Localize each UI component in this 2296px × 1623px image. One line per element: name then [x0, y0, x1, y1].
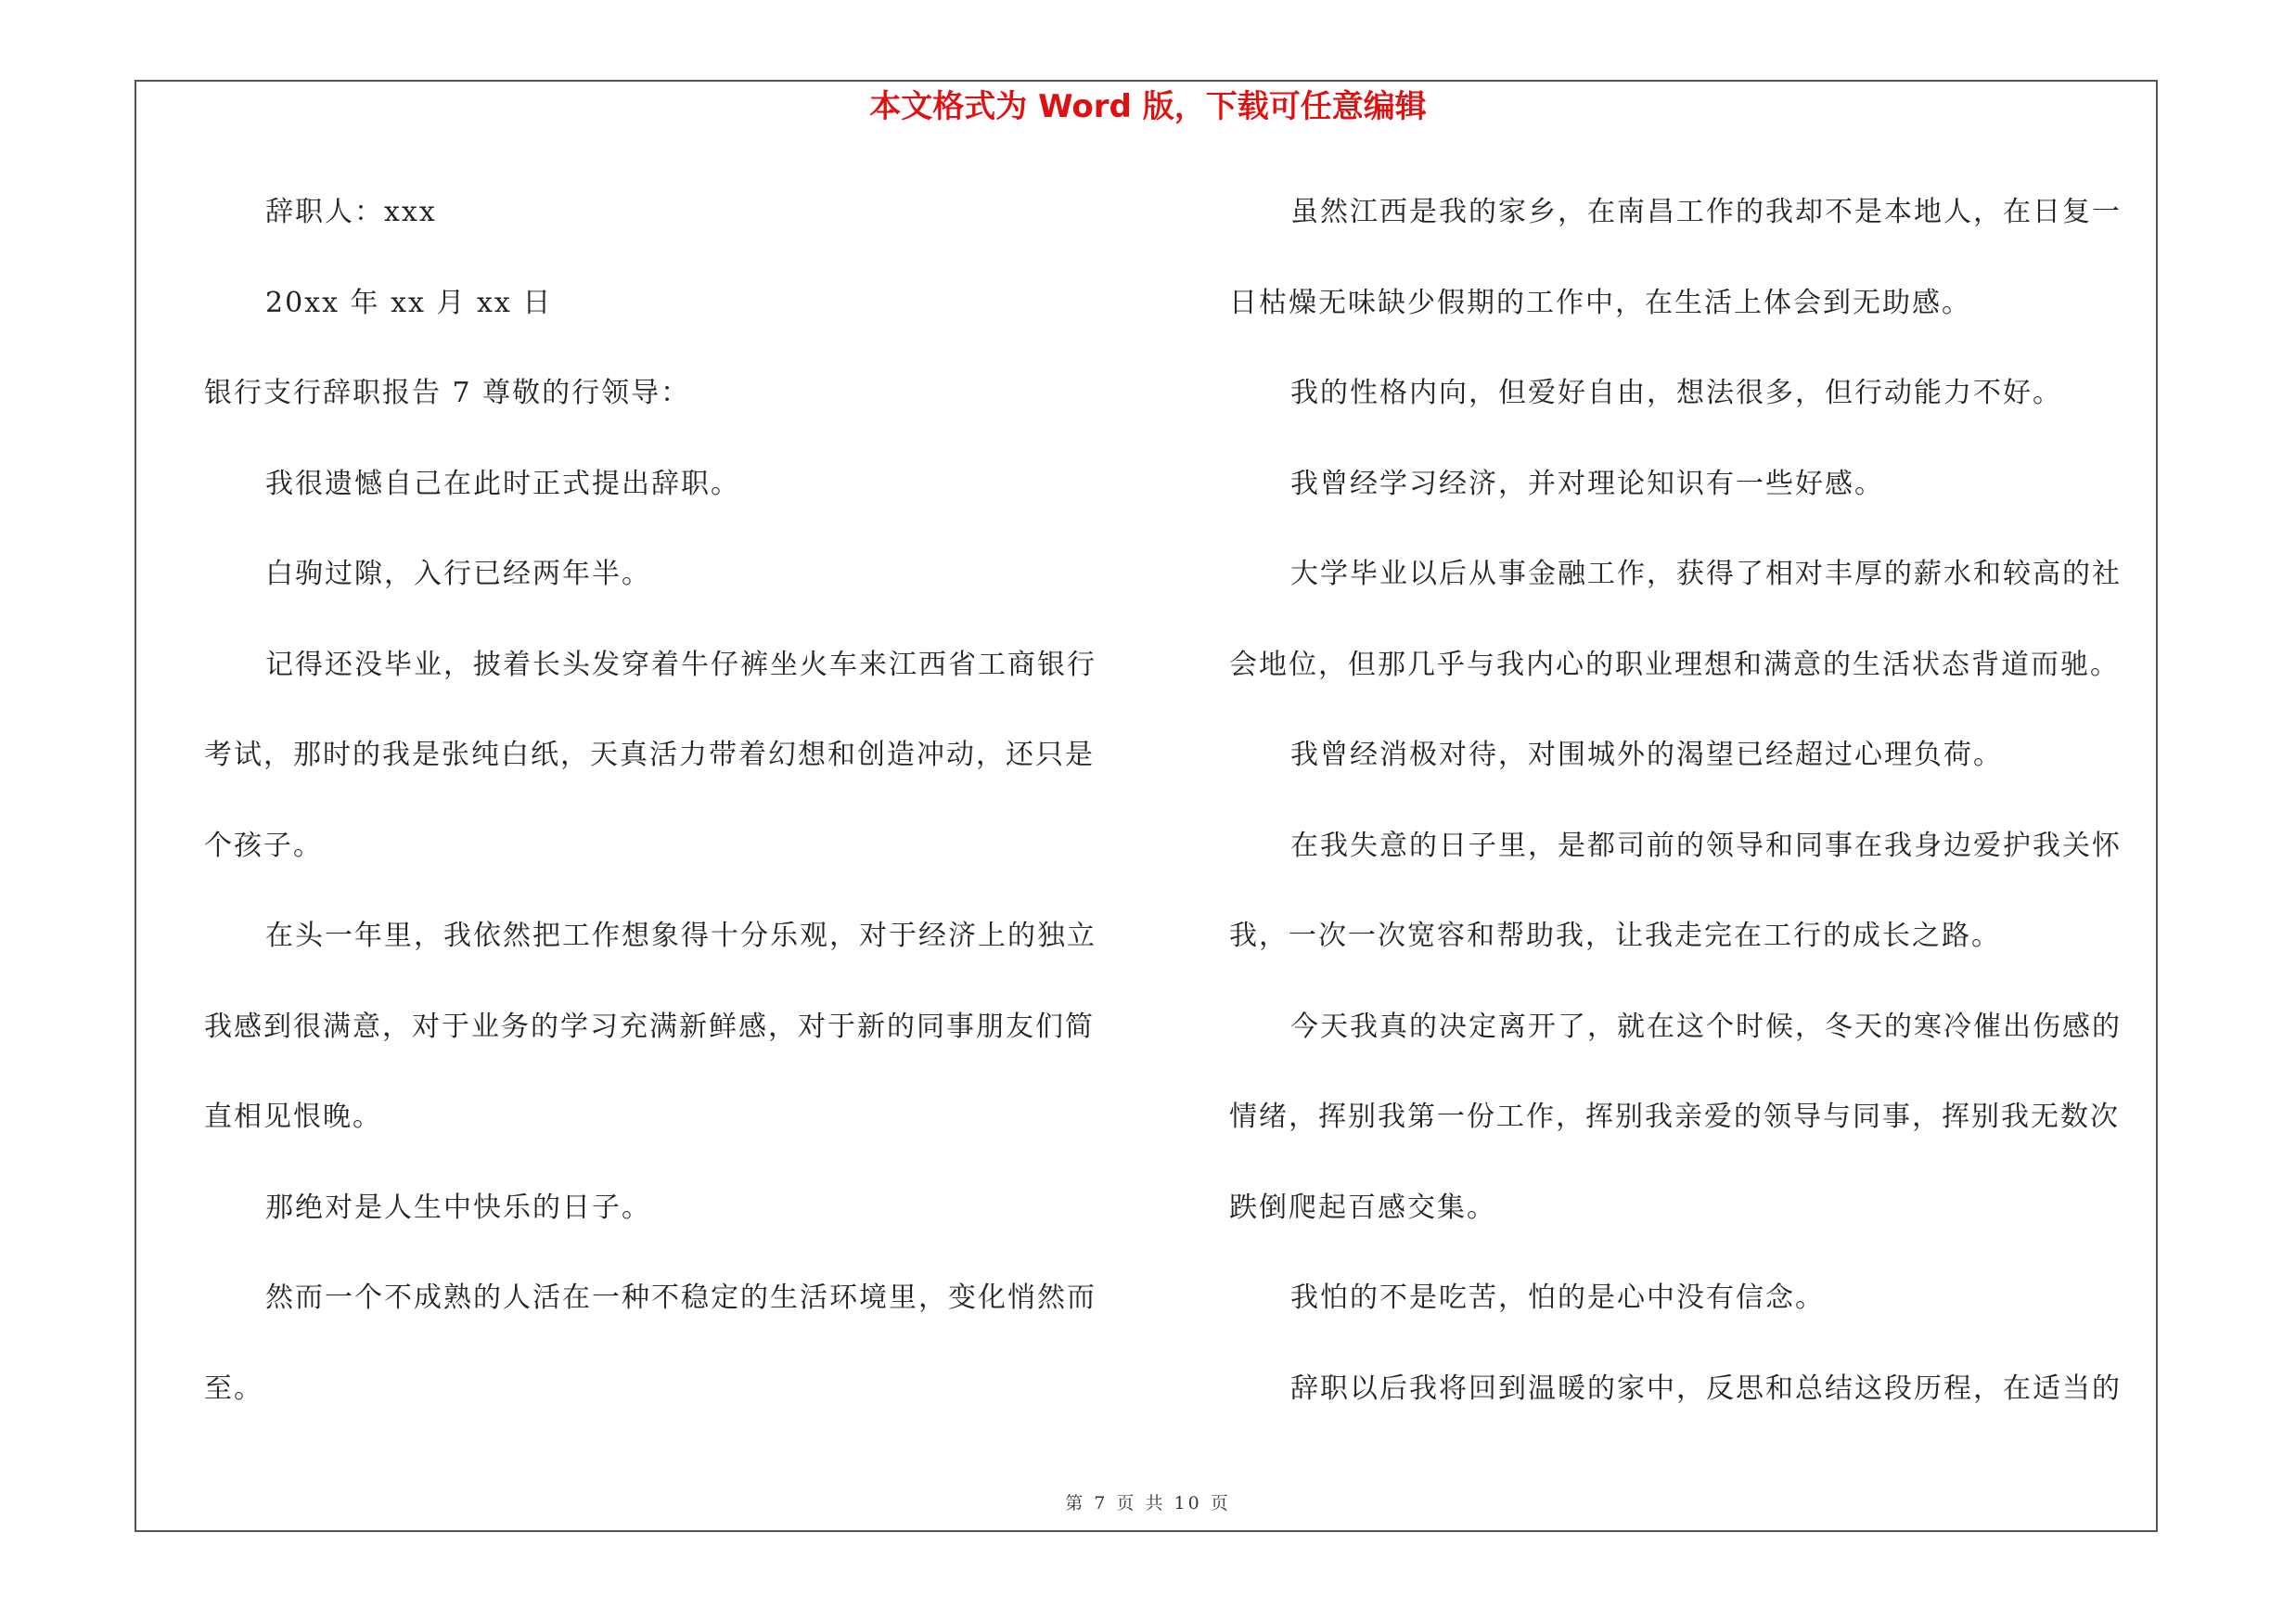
text-line: 辞职以后我将回到温暖的家中，反思和总结这段历程，在适当的: [1290, 1372, 2122, 1405]
text-line: 记得还没毕业，披着长头发穿着牛仔裤坐火车来江西省工商银行: [265, 648, 1097, 681]
text-line: 跌倒爬起百感交集。: [1229, 1191, 1496, 1224]
text-line: 20xx 年 xx 月 xx 日: [265, 286, 553, 319]
text-line: 虽然江西是我的家乡，在南昌工作的我却不是本地人，在日复一: [1290, 196, 2122, 228]
text-line: 我很遗憾自己在此时正式提出辞职。: [265, 467, 740, 500]
text-line: 我曾经消极对待，对围城外的渴望已经超过心理负荷。: [1290, 739, 2003, 771]
text-line: 那绝对是人生中快乐的日子。: [265, 1191, 651, 1224]
text-line: 我怕的不是吃苦，怕的是心中没有信念。: [1290, 1282, 1825, 1314]
text-line: 大学毕业以后从事金融工作，获得了相对丰厚的薪水和较高的社: [1290, 558, 2122, 590]
text-line: 我曾经学习经济，并对理论知识有一些好感。: [1290, 467, 1884, 500]
format-banner: 本文格式为 Word 版，下载可任意编辑: [869, 88, 1427, 125]
text-line: 至。: [204, 1372, 263, 1405]
text-line: 在头一年里，我依然把工作想象得十分乐观，对于经济上的独立: [265, 920, 1097, 952]
text-line: 我的性格内向，但爱好自由，想法很多，但行动能力不好。: [1290, 377, 2062, 409]
text-line: 考试，那时的我是张纯白纸，天真活力带着幻想和创造冲动，还只是: [204, 739, 1095, 771]
page-footer: 第 7 页 共 10 页: [1065, 1493, 1231, 1514]
text-line: 个孩子。: [204, 829, 323, 862]
text-line: 然而一个不成熟的人活在一种不稳定的生活环境里，变化悄然而: [265, 1282, 1097, 1314]
text-line: 直相见恨晚。: [204, 1101, 382, 1133]
text-line: 在我失意的日子里，是都司前的领导和同事在我身边爱护我关怀: [1290, 829, 2122, 862]
text-line: 我，一次一次宽容和帮助我，让我走完在工行的成长之路。: [1229, 920, 2001, 952]
right-column: [1229, 184, 2157, 1450]
text-line: 情绪，挥别我第一份工作，挥别我亲爱的领导与同事，挥别我无数次: [1229, 1101, 2120, 1133]
text-line: 辞职人：xxx: [265, 196, 437, 228]
text-line: 会地位，但那几乎与我内心的职业理想和满意的生活状态背道而驰。: [1229, 648, 2120, 681]
text-line: 日枯燥无味缺少假期的工作中，在生活上体会到无助感。: [1229, 286, 1971, 319]
text-line: 今天我真的决定离开了，就在这个时候，冬天的寒冷催出伤感的: [1290, 1010, 2122, 1043]
text-line: 白驹过隙，入行已经两年半。: [265, 558, 651, 590]
left-column: [204, 184, 1132, 1450]
text-line: 我感到很满意，对于业务的学习充满新鲜感，对于新的同事朋友们简: [204, 1010, 1095, 1043]
text-line: 银行支行辞职报告 7 尊敬的行领导：: [204, 377, 691, 409]
